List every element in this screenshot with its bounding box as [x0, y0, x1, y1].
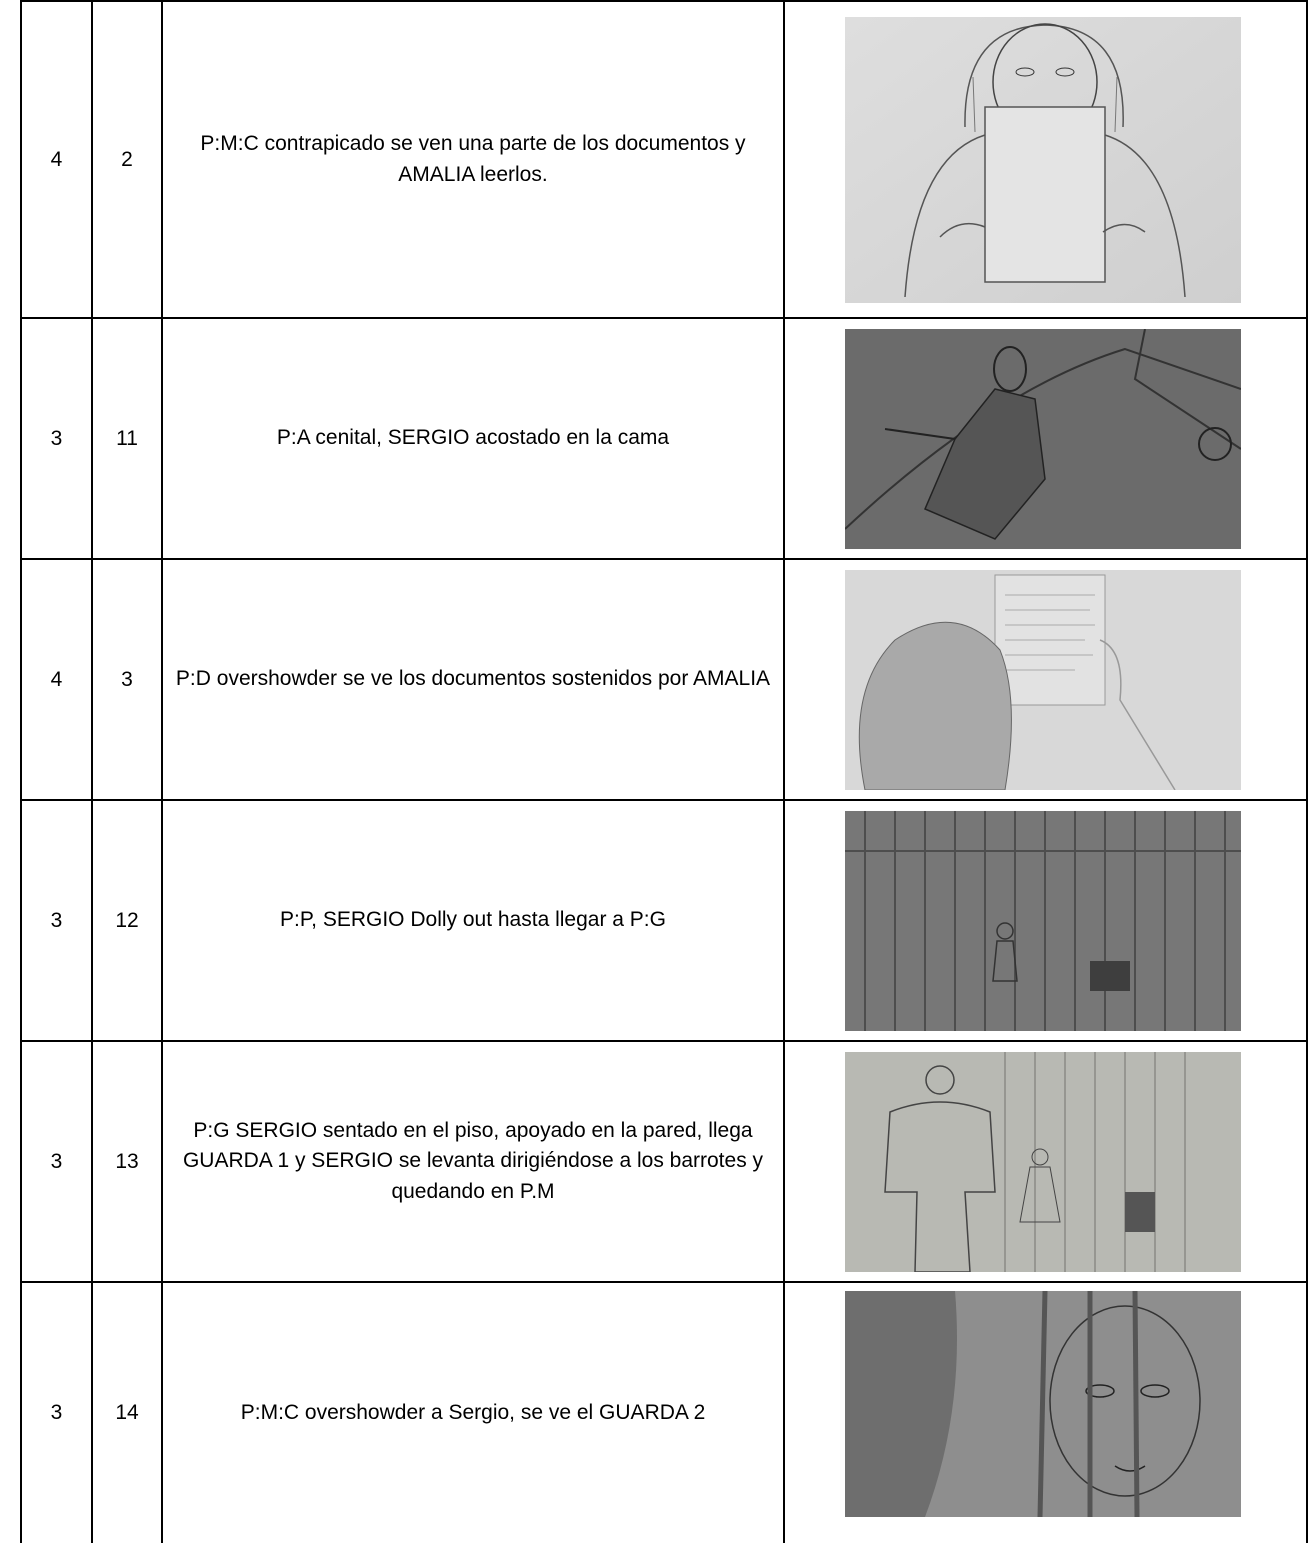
scene-number: 4	[22, 2, 93, 317]
shot-number: 2	[93, 2, 163, 317]
shot-number: 14	[93, 1283, 163, 1543]
woman-holding-document-sketch	[845, 17, 1241, 303]
table-row	[22, 801, 1306, 1042]
scene-number: 3	[22, 801, 93, 1040]
sketch-cell	[785, 801, 1306, 1040]
guard-and-prisoner-sketch	[845, 1052, 1241, 1272]
sketch-cell	[785, 2, 1306, 317]
over-shoulder-document-sketch	[845, 570, 1241, 790]
shot-number: 3	[93, 560, 163, 799]
sketch-cell	[785, 1042, 1306, 1281]
shot-description: P:G SERGIO sentado en el piso, apoyado en la pared, llega GUARDA 1 y SERGIO se levanta dirigiéndose a los barrotes y quedando en P.M	[163, 1042, 785, 1281]
storyboard-table	[20, 0, 1308, 1543]
shot-number: 13	[93, 1042, 163, 1281]
guard-behind-bars-sketch	[845, 1291, 1241, 1517]
shot-description: P:A cenital, SERGIO acostado en la cama	[163, 319, 785, 558]
sketch-cell	[785, 319, 1306, 558]
sketch-cell	[785, 560, 1306, 799]
table-row	[22, 1283, 1306, 1543]
sketch-cell	[785, 1283, 1306, 1543]
shot-description: P:M:C overshowder a Sergio, se ve el GUARDA 2	[163, 1283, 785, 1543]
prison-cell-bars-sketch	[845, 811, 1241, 1031]
table-row	[22, 0, 1306, 319]
shot-description: P:D overshowder se ve los documentos sostenidos por AMALIA	[163, 560, 785, 799]
shot-description: P:M:C contrapicado se ven una parte de los documentos y AMALIA leerlos.	[163, 2, 785, 317]
table-row	[22, 1042, 1306, 1283]
man-lying-on-bed-sketch	[845, 329, 1241, 549]
scene-number: 4	[22, 560, 93, 799]
shot-description: P:P, SERGIO Dolly out hasta llegar a P:G	[163, 801, 785, 1040]
scene-number: 3	[22, 1042, 93, 1281]
shot-number: 12	[93, 801, 163, 1040]
table-row	[22, 319, 1306, 560]
scene-number: 3	[22, 319, 93, 558]
table-row	[22, 560, 1306, 801]
shot-number: 11	[93, 319, 163, 558]
scene-number: 3	[22, 1283, 93, 1543]
